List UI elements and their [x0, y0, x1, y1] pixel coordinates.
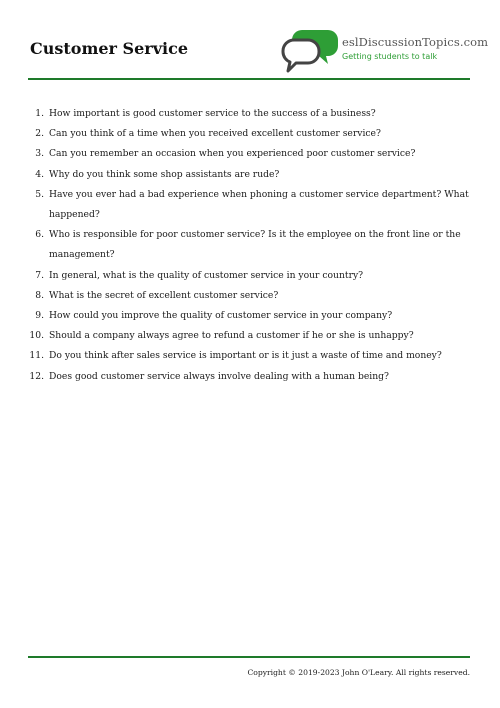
- question-number: 1.: [35, 108, 44, 119]
- question-item: [28, 286, 470, 306]
- question-number: 3.: [35, 148, 44, 160]
- question-item: [28, 225, 470, 265]
- question-number: 5.: [35, 188, 44, 200]
- question-text: Should a company always agree to refund a customer if he or she is unhappy?: [49, 330, 414, 342]
- question-number: 8.: [35, 289, 44, 301]
- question-item: [28, 266, 470, 286]
- question-number: 4.: [35, 168, 44, 180]
- logo-site-name: eslDiscussionTopics.com: [342, 35, 489, 49]
- question-item: [28, 306, 470, 326]
- question-text: How could you improve the quality of customer service in your company?: [49, 310, 393, 322]
- question-item: [28, 144, 470, 164]
- question-item: [28, 104, 470, 124]
- question-item: [28, 185, 470, 225]
- speech-bubbles-icon: [280, 28, 342, 74]
- question-text: Do you think after sales service is important or is it just a waste of time and money?: [49, 350, 442, 362]
- copyright-notice: Copyright © 2019-2023 John O'Leary. All rights reserved.: [247, 668, 470, 677]
- question-item: [28, 346, 470, 366]
- question-number: 11.: [29, 350, 44, 362]
- question-number: 9.: [35, 310, 44, 322]
- question-text: Who is responsible for poor customer service? Is it the employee on the front line or the management?: [49, 229, 461, 261]
- question-item: [28, 326, 470, 346]
- question-number: 6.: [35, 229, 44, 241]
- question-text: Does good customer service always involve dealing with a human being?: [49, 370, 389, 382]
- question-item: [28, 367, 470, 387]
- site-logo[interactable]: [280, 28, 489, 74]
- question-number: 12.: [29, 370, 44, 382]
- footer-divider: [28, 656, 470, 658]
- question-text: In general, what is the quality of customer service in your country?: [49, 269, 364, 281]
- header-divider: [28, 78, 470, 80]
- question-number: 2.: [35, 128, 44, 140]
- question-text: Can you remember an occasion when you experienced poor customer service?: [49, 148, 416, 160]
- question-text: Have you ever had a bad experience when phoning a customer service department? What happened?: [49, 188, 469, 221]
- page-title: Customer Service: [30, 39, 189, 58]
- question-number: 7.: [35, 269, 44, 281]
- question-list: [28, 104, 470, 387]
- question-text: Why do you think some shop assistants are rude?: [49, 168, 280, 180]
- question-item: [28, 165, 470, 185]
- question-number: 10.: [29, 330, 44, 342]
- question-text: What is the secret of excellent customer service?: [49, 289, 279, 301]
- question-text: How important is good customer service to the success of a business?: [49, 108, 376, 119]
- question-item: [28, 124, 470, 144]
- logo-tagline: Getting students to talk: [342, 52, 438, 61]
- question-text: Can you think of a time when you received excellent customer service?: [49, 128, 381, 140]
